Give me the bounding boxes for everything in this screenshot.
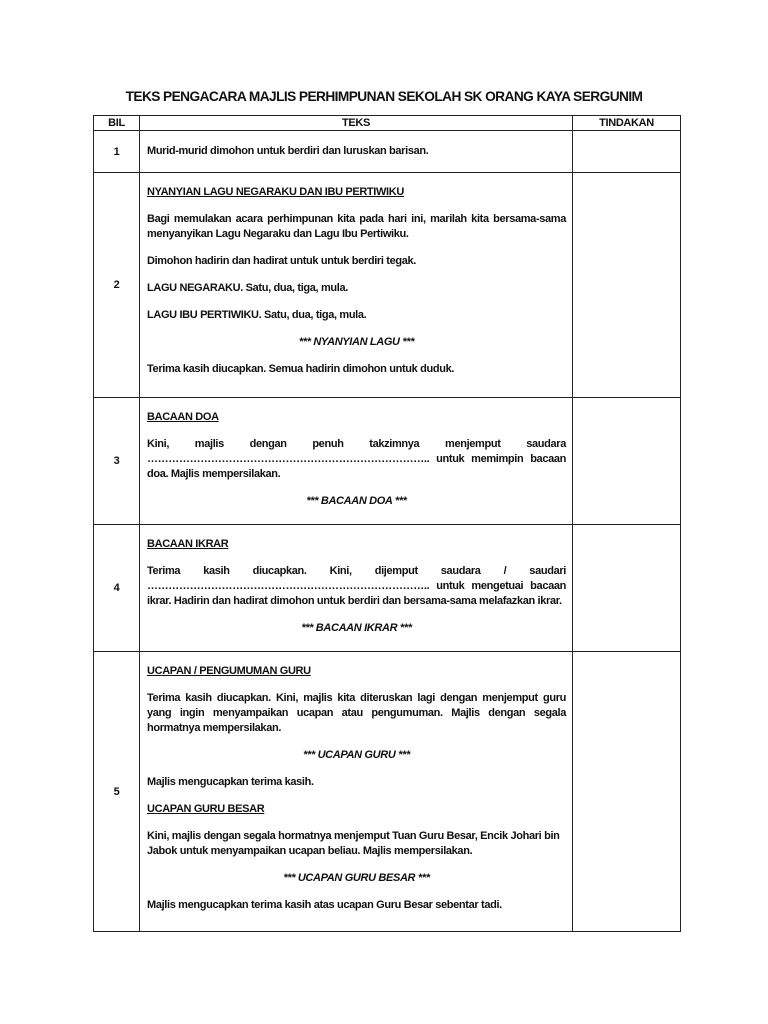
header-bil: BIL <box>94 116 140 131</box>
row-number: 5 <box>94 652 140 932</box>
paragraph: Kini, majlis dengan segala hormatnya menjemput Tuan Guru Besar, Encik Johari bin Jabok untuk menyampaikan ucapan beliau. Majlis mempersilakan. <box>147 830 560 857</box>
table-row <box>94 173 681 398</box>
stage-cue: *** UCAPAN GURU BESAR *** <box>283 872 430 884</box>
paragraph: Dimohon hadirin dan hadirat untuk untuk berdiri tegak. <box>147 255 416 267</box>
row-text <box>140 398 573 525</box>
paragraph: LAGU IBU PERTIWIKU. Satu, dua, tiga, mula. <box>147 309 367 321</box>
paragraph: Majlis mengucapkan terima kasih atas ucapan Guru Besar sebentar tadi. <box>147 899 502 911</box>
section-heading: BACAAN DOA <box>147 411 219 423</box>
document-title: TEKS PENGACARA MAJLIS PERHIMPUNAN SEKOLAH SK ORANG KAYA SERGUNIM <box>125 88 643 104</box>
action-cell <box>573 398 681 525</box>
row-number: 4 <box>94 525 140 652</box>
paragraph: Terima kasih diucapkan. Kini, dijemput saudara / saudari …………………………………………………………………….. untuk mengetuai bacaan ikrar. Hadirin dan hadirat dimohon untuk berdiri dan bersama-sama melafazkan ikrar. <box>147 565 566 607</box>
paragraph: LAGU NEGARAKU. Satu, dua, tiga, mula. <box>147 282 348 294</box>
paragraph: Kini, majlis dengan penuh takzimnya menjemput saudara …………………………………………………………………….. untuk memimpin bacaan doa. Majlis mempersilakan. <box>147 438 566 480</box>
table-row <box>94 652 681 932</box>
paragraph: Bagi memulakan acara perhimpunan kita pada hari ini, marilah kita bersama-sama menyanyikan Lagu Negaraku dan Lagu Ibu Pertiwiku. <box>147 213 566 240</box>
table-row <box>94 398 681 525</box>
row-text <box>140 652 573 932</box>
row-number: 2 <box>94 173 140 398</box>
paragraph: Majlis mengucapkan terima kasih. <box>147 776 314 788</box>
section-heading: NYANYIAN LAGU NEGARAKU DAN IBU PERTIWIKU <box>147 186 404 198</box>
table-header-row <box>94 116 681 131</box>
stage-cue: *** BACAAN IKRAR *** <box>301 622 412 634</box>
stage-cue: *** NYANYIAN LAGU *** <box>298 336 415 348</box>
row-text <box>140 173 573 398</box>
paragraph: Terima kasih diucapkan. Kini, majlis kita diteruskan lagi dengan menjemput guru yang ingin menyampaikan ucapan atau pengumuman. Majlis dengan segala hormatnya mempersilakan. <box>147 692 566 734</box>
instruction-text: Murid-murid dimohon untuk berdiri dan luruskan barisan. <box>147 145 429 157</box>
stage-cue: *** UCAPAN GURU *** <box>303 749 410 761</box>
script-table <box>93 115 681 932</box>
stage-cue: *** BACAAN DOA *** <box>306 495 407 507</box>
table-row <box>94 525 681 652</box>
table-row <box>94 131 681 173</box>
section-heading: BACAAN IKRAR <box>147 538 229 550</box>
paragraph: Terima kasih diucapkan. Semua hadirin dimohon untuk duduk. <box>147 363 455 375</box>
row-number: 1 <box>94 131 140 173</box>
section-heading: UCAPAN GURU BESAR <box>147 803 265 815</box>
row-text <box>140 525 573 652</box>
header-teks: TEKS <box>140 116 573 131</box>
action-cell <box>573 131 681 173</box>
action-cell <box>573 173 681 398</box>
action-cell <box>573 525 681 652</box>
header-tindakan: TINDAKAN <box>573 116 681 131</box>
section-heading: UCAPAN / PENGUMUMAN GURU <box>147 665 311 677</box>
action-cell <box>573 652 681 932</box>
row-text <box>140 131 573 173</box>
row-number: 3 <box>94 398 140 525</box>
